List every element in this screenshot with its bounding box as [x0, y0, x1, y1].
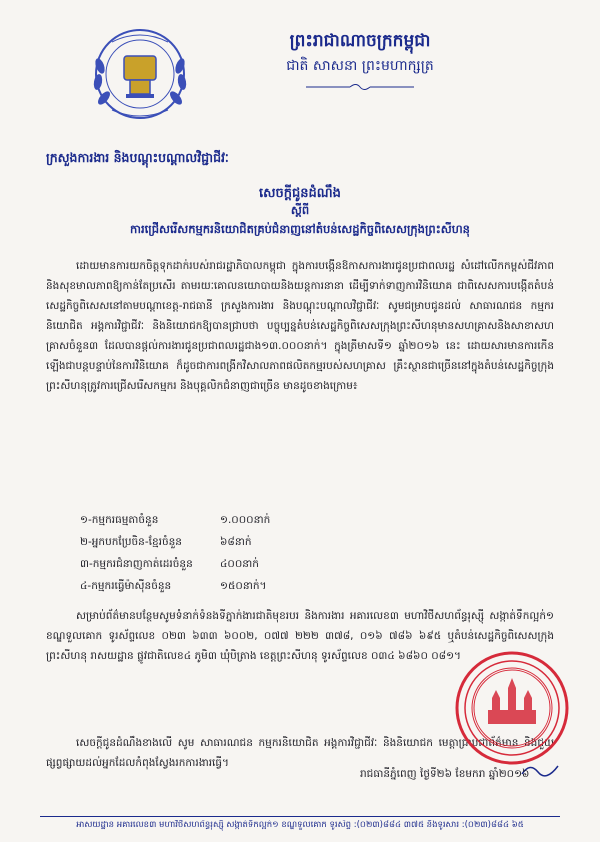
list-item-value: ១៥០នាក់។: [220, 579, 267, 592]
footer-address: អាសយដ្ឋាន អគារលេខ៣ មហាវិថីសហព័ន្ធរុស្ស៊ី សង្កាត់ទឹកល្អក់១ ខណ្ឌទួលគោក ទូរស័ព្ទ :(០២៣)៨៨៤ ៣៧៥ និងទូរសារ :(០២៣)៨៨៤ ៦៥: [76, 820, 524, 830]
paragraph-contact: សម្រាប់ព័ត៌មានបន្ថែមសូមទំនាក់ទំនងទីភ្នាក់ងារជាតិមុខរបរ និងការងារ អគារលេខ៣ មហាវិថីសហព័ន្ធរុស្ស៊ី សង្កាត់ទឹកល្អក់១ ខណ្ឌទួលគោក ទូរស័ព្ទលេខ ០២៣ ៦៣៣ ៦០០២, ០៧៧ ២២២ ៣៧៨, ០១៦ ៧៨៦ ៦៩៥ ឬតំបន់សេដ្ឋកិច្ចពិសេសក្រុងព្រះសីហនុ រាសយដ្ឋាន ផ្លូវជាតិលេខ៤ ភូមិ៣ ឃុំបិត្រាង ខេត្តព្រះសីហនុ ទូរស័ព្ទលេខ ០៣៤ ៦៨៦០ ០៨១។: [46, 610, 554, 662]
list-item-value: ១.០០០នាក់: [220, 513, 271, 526]
kingdom-heading: ព្រះរាជាណាចក្រកម្ពុជា: [289, 31, 431, 51]
footer-divider: [40, 816, 560, 817]
list-item: [80, 532, 340, 554]
dateline: រាជធានីភ្នំពេញ ថ្ងៃទី២៦ ខែមករា ឆ្នាំ២០១៦: [360, 768, 530, 780]
paragraph-intro: ដោយមានការយកចិត្តទុកដាក់របស់រាជរដ្ឋាភិបាលកម្ពុជា ក្នុងការបង្កើនឱកាសការងារជូនប្រជាពលរដ្ឋ សំដៅលើកកម្ពស់ជីវភាព និងសុខមាលភាពឱ្យកាន់តែប្រសើរ តាមរយៈគោលនយោបាយនិងយន្តការនានា ដើម្បីទាក់ទាញការវិនិយោគ ជាពិសេសការបង្កើតតំបន់សេដ្ឋកិច្ចពិសេសនៅតាមបណ្តាខេត្ត-រាជធានី ក្រសួងការងារ និងបណ្តុះបណ្តាលវិជ្ជាជីវៈ សូមជម្រាបជូនដល់ សាធារណជន កម្មករនិយោជិត អង្គការវិជ្ជាជីវៈ និងនិយោជកឱ្យបានជ្រាបថា បច្ចុប្បន្នតំបន់សេដ្ឋកិច្ចពិសេសក្រុងព្រះសីហនុមានសហគ្រាសនិងសាខាសហគ្រាសចំនួន៣ ដែលបានផ្តល់ការងារជូនប្រជាពលរដ្ឋជាង១៣.០០០នាក់។ ក្នុងត្រីមាសទី១ ឆ្នាំ២០១៦ នេះ ដោយសារមានការកើនឡើងជាបន្តបន្ទាប់នៃការវិនិយោគ ក៏ដូចជាការពង្រីកវិសាលភាពផលិតកម្មរបស់សហគ្រាស គ្រឹះស្ថានជាច្រើននៅក្នុងតំបន់សេដ្ឋកិច្ចក្រុងព្រះសីហនុត្រូវការជ្រើសរើសកម្មករ និងបុគ្គលិកជំនាញជាច្រើន មានដូចខាងក្រោម៖: [46, 260, 554, 392]
motto-ornament: [306, 82, 414, 92]
list-item-value: ៦៨នាក់: [220, 535, 252, 548]
ministry-emblem-icon: [86, 22, 194, 126]
document-subtitle-connector: ស្តីពី: [290, 203, 310, 217]
ministry-name: ក្រសួងការងារ និងបណ្តុះបណ្តាលវិជ្ជាជីវៈ: [46, 150, 229, 165]
official-seal-icon: [452, 648, 572, 768]
list-item-label: ២-អ្នកបកប្រែចិន-ខ្មែរចំនួន: [80, 535, 182, 548]
list-item: [80, 554, 340, 576]
list-item-value: ៤០០នាក់: [220, 557, 259, 570]
job-list: [80, 510, 340, 598]
paragraph-closing: សេចក្តីជូនដំណឹងខាងលើ សូម សាធារណជន កម្មករនិយោជិត អង្គការវិជ្ជាជីវៈ និងនិយោជក មេត្តាជ្រាបជាព័ត៌មាន និងជួយផ្សព្វផ្សាយដល់អ្នកដែលកំពុងស្វែងរកការងារធ្វើ។: [46, 737, 554, 769]
motto: ជាតិ សាសនា ព្រះមហាក្សត្រ: [286, 58, 434, 74]
document-subject: ការជ្រើសរើសកម្មករនិយោជិតគ្រប់ជំនាញនៅតំបន់សេដ្ឋកិច្ចពិសេសក្រុងព្រះសីហនុ: [130, 222, 470, 236]
list-item: [80, 576, 340, 598]
list-item: [80, 510, 340, 532]
list-item-label: ១-កម្មករធម្មតាចំនួន: [80, 513, 159, 526]
list-item-label: ៤-កម្មករធ្វើម៉ាស៊ីនចំនួន: [80, 579, 172, 592]
document-title: សេចក្តីជូនដំណឹង: [259, 186, 341, 201]
list-item-label: ៣-កម្មករជំនាញកាត់ដេរចំនួន: [80, 557, 193, 570]
